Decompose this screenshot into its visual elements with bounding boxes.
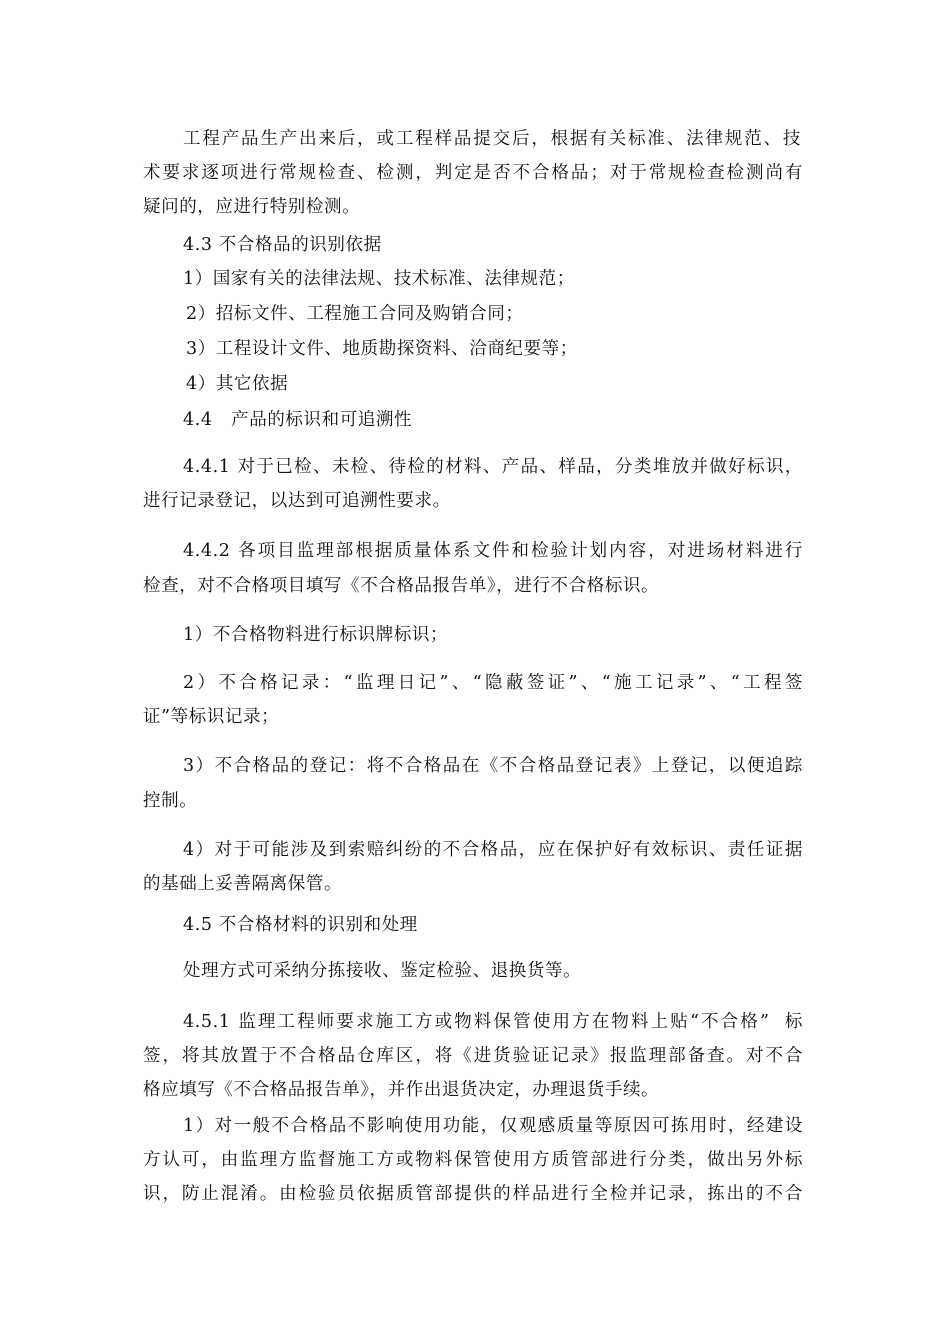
para-4-4-2-line-2: 检查，对不合格项目填写《不合格品报告单》，进行不合格标识。 bbox=[143, 576, 660, 596]
item-3-line-1: 3）不合格品的登记：将不合格品在《不合格品登记表》上登记，以便追踪 bbox=[183, 756, 803, 776]
item-1: 1）不合格物料进行标识牌标识； bbox=[183, 625, 449, 645]
para-4-5: 处理方式可采纳分拣接收、鉴定检验、退换货等。 bbox=[183, 961, 582, 981]
item-3-line-2: 控制。 bbox=[143, 791, 198, 811]
heading-4-4: 4.4 产品的标识和可追溯性 bbox=[183, 410, 413, 430]
list-item-4-3-1: 1）国家有关的法律法规、技术标准、法律规范； bbox=[183, 269, 575, 289]
para-4-5-1-1-line-2: 方认可，由监理方监督施工方或物料保管使用方质管部进行分类，做出另外标 bbox=[143, 1150, 803, 1170]
para-4-4-1-line-2: 进行记录登记，以达到可追溯性要求。 bbox=[143, 491, 451, 511]
item-2-line-2: 证”等标识记录； bbox=[143, 707, 280, 727]
item-2-line-1: 2）不合格记录：“监理日记”、“隐蔽签证”、“施工记录”、“工程签 bbox=[183, 673, 803, 693]
para-4-5-1-1-line-3: 识，防止混淆。由检验员依据质管部提供的样品进行全检并记录，拣出的不合 bbox=[143, 1184, 803, 1204]
para-4-4-1-line-1: 4.4.1 对于已检、未检、待检的材料、产品、样品，分类堆放并做好标识， bbox=[183, 457, 803, 477]
intro-line-3: 疑问的，应进行特别检测。 bbox=[143, 197, 361, 217]
para-4-4-2-line-1: 4.4.2 各项目监理部根据质量体系文件和检验计划内容，对进场材料进行 bbox=[183, 541, 803, 561]
list-item-4-3-4: 4）其它依据 bbox=[186, 374, 289, 394]
heading-4-3: 4.3 不合格品的识别依据 bbox=[183, 235, 382, 255]
para-4-5-1-line-2: 签，将其放置于不合格品仓库区，将《进货验证记录》报监理部备查。对不合 bbox=[143, 1046, 803, 1066]
intro-line-2: 术要求逐项进行常规检查、检测，判定是否不合格品；对于常规检查检测尚有 bbox=[143, 163, 803, 183]
para-4-5-1-line-1: 4.5.1 监理工程师要求施工方或物料保管使用方在物料上贴“不合格” 标 bbox=[183, 1012, 803, 1032]
item-4-line-1: 4）对于可能涉及到索赔纠纷的不合格品，应在保护好有效标识、责任证据 bbox=[183, 840, 803, 860]
para-4-5-1-1-line-1: 1）对一般不合格品不影响使用功能，仅观感质量等原因可拣用时，经建设 bbox=[183, 1116, 803, 1136]
list-item-4-3-2: 2）招标文件、工程施工合同及购销合同； bbox=[186, 304, 524, 324]
heading-4-5: 4.5 不合格材料的识别和处理 bbox=[183, 915, 418, 935]
intro-line-1: 工程产品生产出来后，或工程样品提交后，根据有关标准、法律规范、技 bbox=[183, 129, 801, 149]
item-4-line-2: 的基础上妥善隔离保管。 bbox=[143, 874, 343, 894]
list-item-4-3-3: 3）工程设计文件、地质勘探资料、洽商纪要等； bbox=[186, 339, 578, 359]
para-4-5-1-line-3: 格应填写《不合格品报告单》，并作出退货决定，办理退货手续。 bbox=[143, 1080, 660, 1100]
